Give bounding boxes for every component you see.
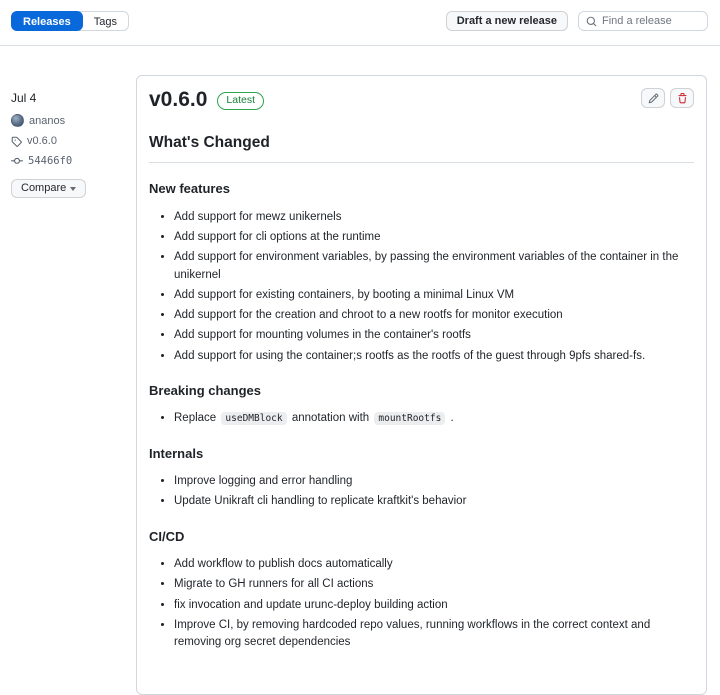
avatar[interactable] <box>11 114 24 127</box>
section-internals: Internals <box>149 445 204 461</box>
breaking-text: annotation with <box>291 412 370 425</box>
list-item: • Improve CI, by removing hardcoded repo values, running workflows in the correct context and removing org secret dependencies <box>174 617 694 652</box>
list-item <box>174 410 694 427</box>
compare-label: Compare <box>21 182 67 194</box>
list-item: • Add support for mounting volumes in the container's rootfs <box>174 327 694 344</box>
list-item: • Add support for existing containers, by booting a minimal Linux VM <box>174 287 694 304</box>
breaking-changes-list <box>149 410 694 427</box>
tag-icon <box>11 136 22 147</box>
tab-tags[interactable]: Tags <box>79 11 129 31</box>
author-name[interactable]: ananos <box>29 114 66 127</box>
list-item: • Add support for environment variables, by passing the environment variables of the container in the unikernel <box>174 249 694 284</box>
breaking-text: . <box>450 412 454 425</box>
release-card-header <box>149 88 694 111</box>
releases-tags-switcher <box>11 11 129 31</box>
list-item: • Improve logging and error handling <box>174 473 694 490</box>
section-new-features: New features <box>149 181 230 197</box>
search-input[interactable] <box>602 15 700 27</box>
author-row <box>11 114 129 127</box>
edit-release-button[interactable] <box>641 88 665 108</box>
whats-changed-heading: What's Changed <box>149 131 694 163</box>
cicd-list <box>149 556 694 651</box>
topbar <box>0 0 720 46</box>
delete-release-button[interactable] <box>670 88 694 108</box>
list-item: • Add support for the creation and chroot to a new rootfs for monitor execution <box>174 307 694 324</box>
internals-list <box>149 473 694 511</box>
breaking-text: Replace <box>174 412 217 425</box>
list-item: • Add support for cli options at the runtime <box>174 229 694 246</box>
section-breaking-changes: Breaking changes <box>149 382 261 398</box>
compare-button[interactable] <box>11 179 86 198</box>
section-cicd: CI/CD <box>149 528 185 544</box>
topbar-actions <box>446 11 708 31</box>
release-meta-sidebar <box>11 91 129 198</box>
list-item: • Update Unikraft cli handling to replicate kraftkit's behavior <box>174 493 694 510</box>
list-item: • Add support for using the container;s rootfs as the rootfs of the guest through 9pfs shared-fs. <box>174 348 694 365</box>
commit-icon <box>11 155 23 167</box>
commit-row <box>11 155 129 167</box>
tag-row <box>11 135 129 147</box>
pencil-icon <box>648 93 659 104</box>
list-item: • Add workflow to publish docs automatically <box>174 556 694 573</box>
commit-sha[interactable]: 54466f0 <box>28 155 73 167</box>
list-item: • fix invocation and update urunc-deploy building action <box>174 597 694 614</box>
list-item: • Add support for mewz unikernels <box>174 209 694 226</box>
release-search[interactable] <box>578 11 708 31</box>
release-actions <box>641 88 694 108</box>
list-item: • Migrate to GH runners for all CI actions <box>174 576 694 593</box>
release-date: Jul 4 <box>11 91 37 105</box>
draft-new-release-button[interactable]: Draft a new release <box>446 11 568 31</box>
tag-name: v0.6.0 <box>27 135 57 147</box>
code-span: useDMBlock <box>221 412 286 425</box>
release-body <box>149 131 694 651</box>
chevron-down-icon <box>70 187 76 191</box>
release-card <box>136 75 707 695</box>
code-span: mountRootfs <box>374 412 445 425</box>
tab-releases[interactable]: Releases <box>11 11 83 31</box>
new-features-list <box>149 209 694 365</box>
trash-icon <box>677 93 688 104</box>
search-icon <box>586 16 597 27</box>
release-title: v0.6.0 <box>149 88 208 111</box>
latest-badge: Latest <box>217 92 264 110</box>
